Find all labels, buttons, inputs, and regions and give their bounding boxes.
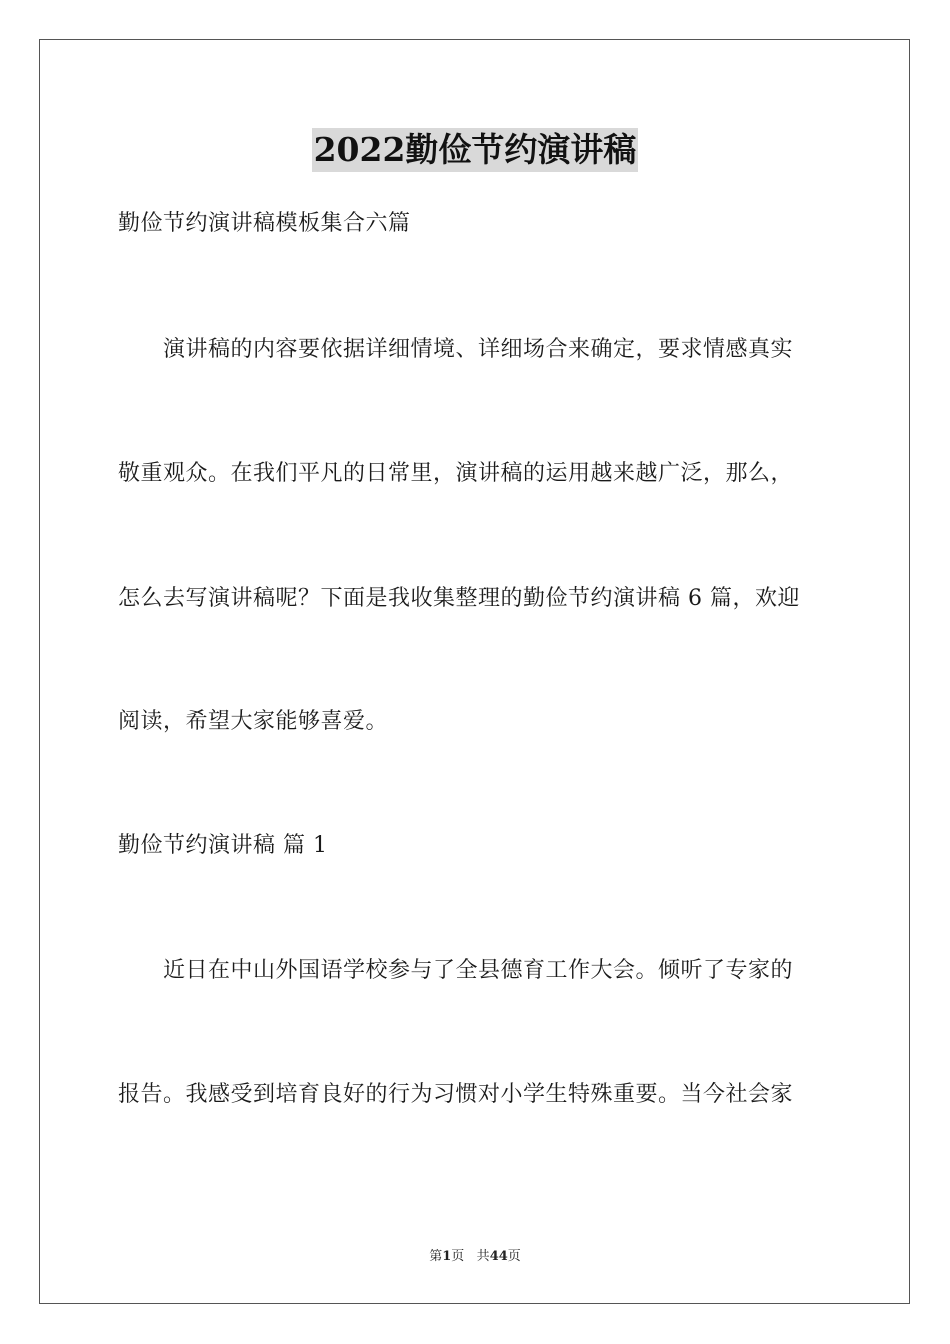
document-title: 2022勤俭节约演讲稿	[312, 128, 639, 172]
paragraph-line: 阅读，希望大家能够喜爱。	[118, 709, 389, 734]
paragraph-line: 近日在中山外国语学校参与了全县德育工作大会。倾听了专家的	[118, 958, 794, 983]
page-footer	[0, 1248, 950, 1266]
total-prefix: 共	[476, 1249, 490, 1264]
page-prefix: 第	[429, 1249, 443, 1264]
total-suffix: 页	[507, 1249, 521, 1264]
total-pages: 44	[489, 1249, 508, 1264]
paragraph-line: 敬重观众。在我们平凡的日常里，演讲稿的运用越来越广泛，那么，	[118, 461, 794, 486]
page-suffix: 页	[451, 1249, 465, 1264]
document-title-wrapper	[0, 128, 950, 172]
paragraph-line: 演讲稿的内容要依据详细情境、详细场合来确定，要求情感真实	[118, 337, 794, 362]
subtitle-line: 勤俭节约演讲稿模板集合六篇	[118, 211, 411, 236]
paragraph-line: 报告。我感受到培育良好的行为习惯对小学生特殊重要。当今社会家	[118, 1082, 794, 1107]
section-heading: 勤俭节约演讲稿 篇 1	[118, 833, 328, 858]
page-number: 1	[442, 1249, 452, 1264]
paragraph-line: 怎么去写演讲稿呢？下面是我收集整理的勤俭节约演讲稿 6 篇，欢迎	[118, 586, 800, 611]
